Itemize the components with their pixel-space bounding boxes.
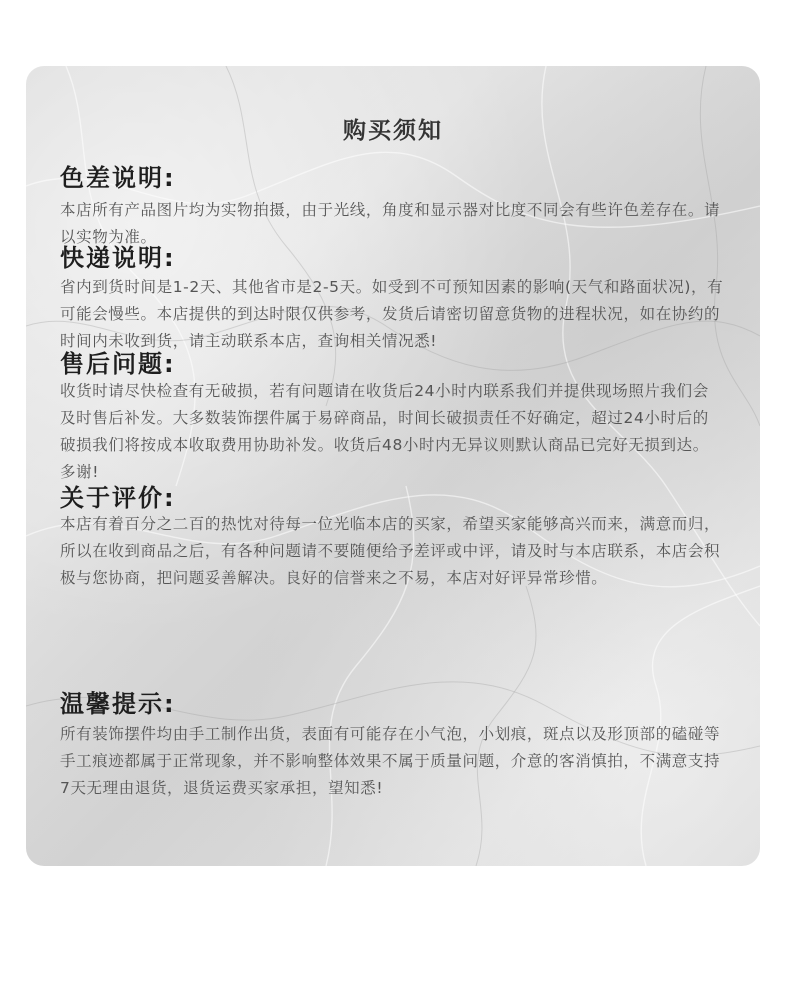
section-body-after-sales: 收货时请尽快检查有无破损，若有问题请在收货后24小时内联系我们并提供现场照片我们会及时售后补发。大多数装饰摆件属于易碎商品，时间长破损责任不好确定，超过24小时后的破损我们将按成本收取费用协助补发。收货后48小时内无异议则默认商品已完好无损到达。多谢! bbox=[60, 382, 709, 481]
notice-card bbox=[26, 66, 760, 866]
section-body-reviews: 本店有着百分之二百的热忱对待每一位光临本店的买家，希望买家能够高兴而来，满意而归，所以在收到商品之后，有各种问题请不要随便给予差评或中评，请及时与本店联系，本店会积极与您协商，把问题妥善解决。良好的信誉来之不易，本店对好评异常珍惜。 bbox=[60, 515, 721, 587]
page-title: 购买须知 bbox=[343, 118, 443, 144]
section-heading-reviews: 关于评价: bbox=[60, 484, 176, 512]
section-body-tips: 所有装饰摆件均由手工制作出货，表面有可能存在小气泡，小划痕，斑点以及形顶部的磕碰等手工痕迹都属于正常现象，并不影响整体效果不属于质量问题，介意的客消慎拍，不满意支持7天无理由退货，退货运费买家承担，望知悉! bbox=[60, 725, 721, 797]
section-body-color-difference: 本店所有产品图片均为实物拍摄，由于光线，角度和显示器对比度不同会有些许色差存在。请以实物为准。 bbox=[60, 201, 721, 246]
section-heading-delivery: 快递说明: bbox=[60, 244, 176, 272]
section-body-delivery: 省内到货时间是1-2天、其他省市是2-5天。如受到不可预知因素的影响(天气和路面状况)，有可能会慢些。本店提供的到达时限仅供参考，发货后请密切留意货物的进程状况，如在协约的时间内未收到货，请主动联系本店，查询相关情况悉! bbox=[60, 278, 724, 350]
section-heading-after-sales: 售后问题: bbox=[60, 350, 176, 378]
section-heading-tips: 温馨提示: bbox=[60, 690, 176, 718]
section-heading-color-difference: 色差说明: bbox=[60, 164, 176, 192]
